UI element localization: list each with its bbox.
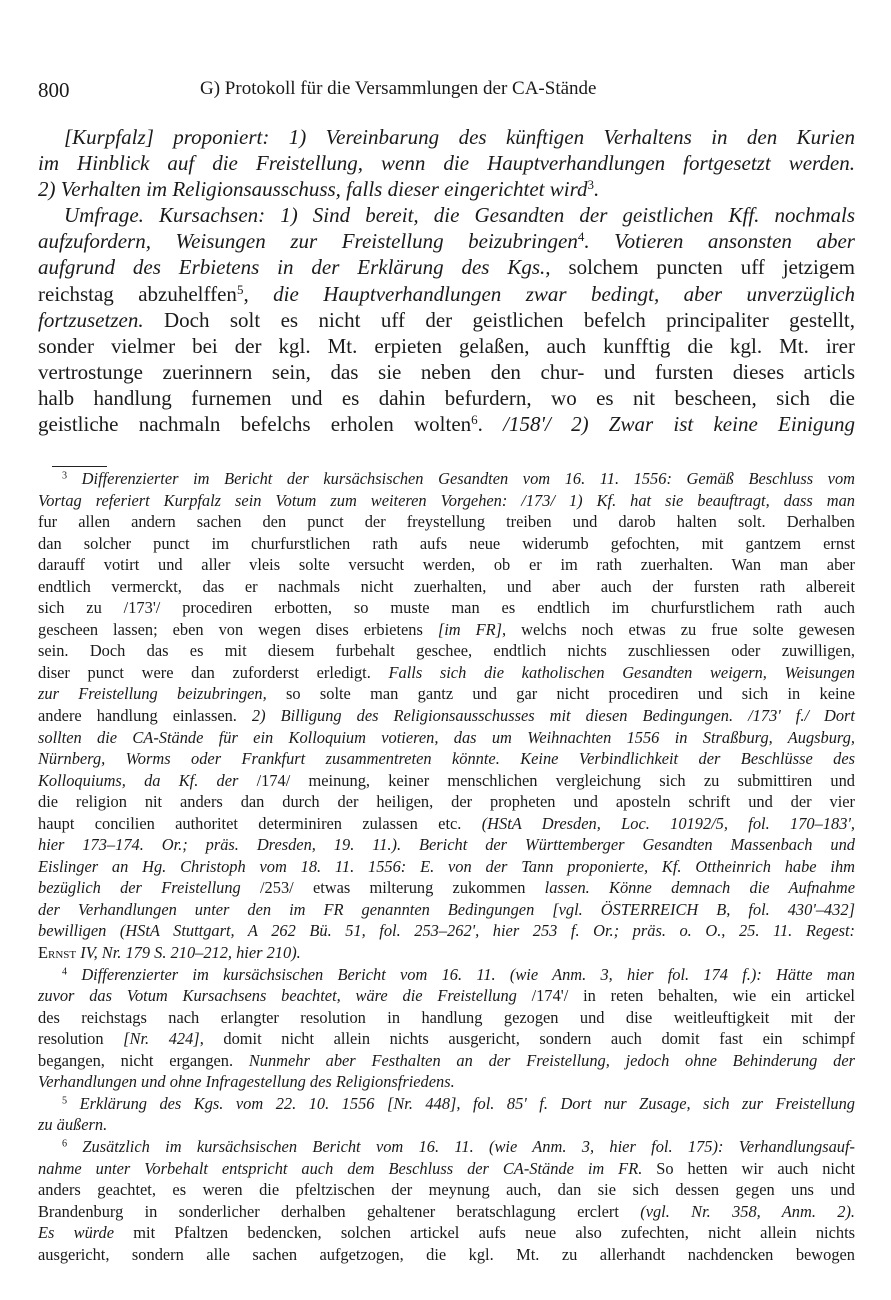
text-segment: die Hauptverhandlungen zwar bedingt, aber unverzüglich: [273, 281, 855, 306]
footnote-line: [38, 576, 855, 598]
page-header: [38, 78, 855, 106]
text-segment: der Verhandlungen unter den im FR genannten Bedingungen [vgl. ÖSTERREICH B, fol. 430'–432]: [38, 899, 855, 919]
body-line: [38, 254, 855, 280]
footnote-line: [38, 1244, 855, 1266]
text-segment: fortzusetzen.: [38, 307, 144, 332]
text-segment: Eislinger an Hg. Christoph vom 18. 11. 1556: E. von der Tann proponierte, Kf. Ottheinrich habe ihm: [38, 856, 855, 876]
footnote-line: [38, 834, 855, 856]
footnote-line: [38, 877, 855, 899]
text-segment: die religion nit anders dan durch der heiligen, der propheten und aposteln schrift und der vier: [38, 792, 855, 812]
text-segment: Zusätzlich im kursächsischen Bericht vom 16. 11. (wie Anm. 3, hier fol. 175): Verhandlungsauf-: [67, 1136, 855, 1156]
text-segment: 2) Verhalten im Religionsausschuss, falls dieser eingerichtet wird: [38, 177, 588, 202]
text-segment: sollten die CA-Stände für ein Kolloquium votieren, das um Weihnachten 1556 in Straßburg, Augsburg,: [38, 727, 855, 747]
footnote-reference: 5: [62, 1095, 68, 1107]
footnote-divider: [52, 466, 107, 467]
text-segment: haupt concilien authoritet determiniren zulassen etc.: [38, 813, 482, 833]
text-segment: .: [593, 177, 600, 202]
footnote-reference: 3: [587, 177, 594, 193]
text-segment: Ernst: [38, 943, 77, 963]
footnote-line: [38, 899, 855, 921]
text-segment: endtlich vermerckt, das er nachmals nicht zuerhalten, und aber auch der fursten rath albereit: [38, 576, 855, 596]
footnote-line: [38, 683, 855, 705]
footnote-line: [38, 1201, 855, 1223]
text-segment: Erklärung des Kgs. vom 22. 10. 1556 [Nr. 448], fol. 85' f. Dort nur Zusage, sich zur Freistellung: [67, 1093, 855, 1113]
text-segment: [im FR]: [437, 619, 503, 639]
text-segment: so solte man gantz und gar nicht procediren und sich in keine: [266, 684, 855, 704]
page-number: 800: [38, 78, 70, 102]
body-line: [38, 385, 855, 411]
text-segment: aufgrund des Erbietens in der Erklärung des Kgs.,: [38, 255, 551, 280]
footnote-line: [38, 942, 855, 964]
text-segment: begangen, nicht ergangen.: [38, 1050, 249, 1070]
text-segment: 2) Billigung des Religionsausschusses mit diesen Bedingungen. /173' f./ Dort: [251, 706, 855, 726]
footnote-line: [38, 1093, 855, 1115]
text-segment: Es würde: [38, 1223, 115, 1243]
text-segment: des reichstags nach erlangter resolution in handlung gezogen und dise weitleuftigkeit mit der: [38, 1007, 855, 1027]
text-segment: Brandenburg in sonderlicher derhalben gehaltener beratschlagung erclert: [38, 1201, 641, 1221]
text-segment: halb handlung furnemen und es dahin befurdern, wo es nit bescheen, sich die: [38, 385, 855, 410]
text-segment: ,: [243, 281, 274, 306]
text-segment: /174/ meinung, keiner menschlichen vergleichung sich zu submittiren und: [256, 770, 855, 790]
text-segment: (vgl. Nr. 358, Anm. 2).: [640, 1201, 856, 1221]
text-segment: im Hinblick auf die Freistellung, wenn die Hauptverhandlungen fortgesetzt werden.: [38, 151, 855, 176]
text-segment: bezüglich der Freistellung: [38, 878, 260, 898]
text-segment: (HStA Dresden, Loc. 10192/5, fol. 170–183',: [481, 813, 855, 833]
text-segment: andere handlung einlassen.: [38, 706, 252, 726]
text-segment: zuvor das Votum Kursachsens beachtet, wäre die Freistellung: [38, 986, 532, 1006]
text-segment: reichstag abzuhelffen: [38, 281, 237, 306]
text-segment: aufzufordern, Weisungen zur Freistellung beizubringen: [38, 229, 578, 254]
text-segment: Falls sich die katholischen Gesandten weigern, Weisungen: [388, 662, 855, 682]
text-segment: anders geachtet, es weren die pfeltzischen der meynung auch, dan sie sich dessen gegen uns und: [38, 1180, 855, 1200]
text-segment: [Kurpfalz] proponiert: 1) Vereinbarung des künftigen Verhaltens in den Kurien: [64, 125, 855, 149]
text-segment: bewilligen (HStA Stuttgart, A 262 Bü. 51, fol. 253–262', hier 253 f. Or.; präs. o. O., 25. 11. Regest:: [38, 921, 855, 941]
footnote-reference: 3: [62, 470, 68, 482]
footnote-line: [38, 619, 855, 641]
footnote-line: [38, 1050, 855, 1072]
footnote-line: [38, 813, 855, 835]
footnote-line: [38, 1222, 855, 1244]
footnote-reference: 4: [577, 229, 585, 245]
footnote-line: [38, 662, 855, 684]
text-segment: . Votieren ansonsten aber: [584, 229, 855, 254]
footnote-line: [38, 748, 855, 770]
body-line: [38, 150, 855, 176]
footnote-line: [38, 1007, 855, 1029]
text-segment: dan solcher punct im churfurstlichen rath aufs neue widerumb gefochten, mit gantzem ernst: [38, 533, 855, 553]
footnote-reference: 6: [62, 1138, 68, 1150]
footnote-line: [38, 1028, 855, 1050]
text-segment: vertrostunge zuerinnern sein, das sie neben den chur- und fursten dieses articls: [38, 359, 855, 384]
text-segment: geistliche nachmaln befelchs erholen wolten: [38, 412, 472, 437]
footnote-reference: 4: [62, 966, 68, 977]
text-segment: [Nr. 424]: [123, 1029, 200, 1049]
footnote-line: [38, 554, 855, 576]
text-segment: So hetten wir auch nicht: [642, 1158, 855, 1178]
body-line: [38, 307, 855, 333]
body-line: [38, 411, 855, 437]
footnote-reference: 5: [236, 281, 244, 297]
body-line: [38, 202, 855, 228]
footnote-line: [38, 770, 855, 792]
text-segment: zur Freistellung beizubringen,: [38, 684, 267, 704]
text-segment: , domit nicht allein nichts ausgericht, sondern auch domit fast ein schimpf: [199, 1029, 855, 1049]
text-segment: mit Pfaltzen bedencken, solchen artickel aufs neue also zufechten, nicht allein nichts: [114, 1223, 855, 1243]
footnote-line: [38, 533, 855, 555]
footnote-line: [38, 1158, 855, 1180]
text-segment: IV, Nr. 179 S. 210–212, hier 210).: [76, 943, 301, 963]
footnote-line: [38, 640, 855, 662]
text-segment: /174'/ in reten behalten, wie ein artickel: [531, 986, 855, 1006]
text-segment: Differenzierter im kursächsischen Bericht vom 16. 11. (wie Anm. 3, hier fol. 174 f.): Hätte man: [67, 964, 855, 984]
text-segment: hier 173–174. Or.; präs. Dresden, 19. 11.). Bericht der Württemberger Gesandten Massenbach und: [38, 835, 855, 855]
footnotes: [38, 468, 855, 1265]
text-segment: ausgericht, sondern alle sachen aufgetzogen, die kgl. Mt. zu allerhandt nachdencken bewogen: [38, 1244, 855, 1264]
text-segment: , welchs noch etwas zu frue solte gewesen: [502, 619, 855, 639]
text-segment: Verhandlungen und ohne Infragestellung des Religionsfriedens.: [38, 1072, 455, 1092]
footnote-line: [38, 511, 855, 533]
body-line: [38, 228, 855, 254]
body-line: [38, 124, 855, 150]
footnote-line: [38, 468, 855, 490]
text-segment: diser punct were dan zuforderst erledigt.: [38, 662, 389, 682]
text-segment: Nürnberg, Worms oder Frankfurt zusammentreten könnte. Keine Verbindlichkeit der Beschlüsse des: [38, 749, 855, 769]
footnote-line: [38, 1179, 855, 1201]
text-segment: sonder vielmer bei der kgl. Mt. erpieten gelaßen, auch kunfftig die kgl. Mt. irer: [38, 333, 855, 358]
main-text: [38, 124, 855, 437]
footnote-line: [38, 705, 855, 727]
text-segment: nahme unter Vorbehalt entspricht auch dem Beschluss der CA-Stände im FR.: [38, 1158, 643, 1178]
body-line: [38, 281, 855, 307]
footnote-line: [38, 985, 855, 1007]
text-segment: .: [477, 412, 504, 437]
text-segment: Umfrage. Kursachsen: 1) Sind bereit, die Gesandten der geistlichen Kff. nochmals: [64, 203, 855, 228]
text-segment: fur allen andern sachen den punct der freystellung treiben und darob halten solt. Derhalben: [38, 512, 855, 532]
footnote-line: [38, 1071, 855, 1093]
footnote-line: [38, 727, 855, 749]
text-segment: lassen. Könne demnach die Aufnahme: [544, 878, 855, 898]
text-segment: Doch solt es nicht uff der geistlichen befelch principaliter gestellt,: [143, 307, 855, 332]
footnote-line: [38, 856, 855, 878]
footnote-line: [38, 490, 855, 512]
text-segment: sein. Doch das es mit diesem furbehalt geschee, endtlich nichts zuschliessen oder zuwilligen,: [38, 641, 855, 661]
footnote-line: [38, 964, 855, 986]
body-line: [38, 359, 855, 385]
text-segment: zu äußern.: [38, 1115, 108, 1135]
text-segment: resolution: [38, 1029, 124, 1049]
text-segment: /253/ etwas milterung zukommen: [260, 878, 545, 898]
text-segment: /158'/ 2) Zwar ist keine Einigung: [503, 412, 856, 437]
running-title: G) Protokoll für die Versammlungen der CA-Stände: [200, 78, 597, 99]
footnote-line: [38, 597, 855, 619]
body-line: [38, 333, 855, 359]
text-segment: Differenzierter im Bericht der kursächsischen Gesandten vom 16. 11. 1556: Gemäß Beschluss vom: [67, 469, 855, 488]
text-segment: sich zu /173'/ procediren erbotten, so muste man es endtlich im churfurstlichem rath auch: [38, 598, 855, 618]
text-segment: gescheen lassen; eben von wegen dises erbietens: [38, 619, 438, 639]
footnote-line: [38, 1114, 855, 1136]
footnote-line: [38, 1136, 855, 1158]
text-segment: solchem puncten uff jetzigem: [550, 255, 855, 280]
text-segment: darauff votirt und aller vleis solte versucht werden, ob er im rath zuerhalten. Wan man aber: [38, 555, 855, 575]
footnote-line: [38, 791, 855, 813]
footnote-line: [38, 920, 855, 942]
text-segment: Vortag referiert Kurpfalz sein Votum zum weiteren Vorgehen: /173/ 1) Kf. hat sie beauftragt, dass man: [38, 490, 855, 510]
text-segment: Nunmehr aber Festhalten an der Freistellung, jedoch ohne Behinderung der: [248, 1050, 855, 1070]
body-line: [38, 176, 855, 202]
footnote-reference: 6: [471, 411, 478, 427]
text-segment: Kolloquiums, da Kf. der: [38, 770, 257, 790]
